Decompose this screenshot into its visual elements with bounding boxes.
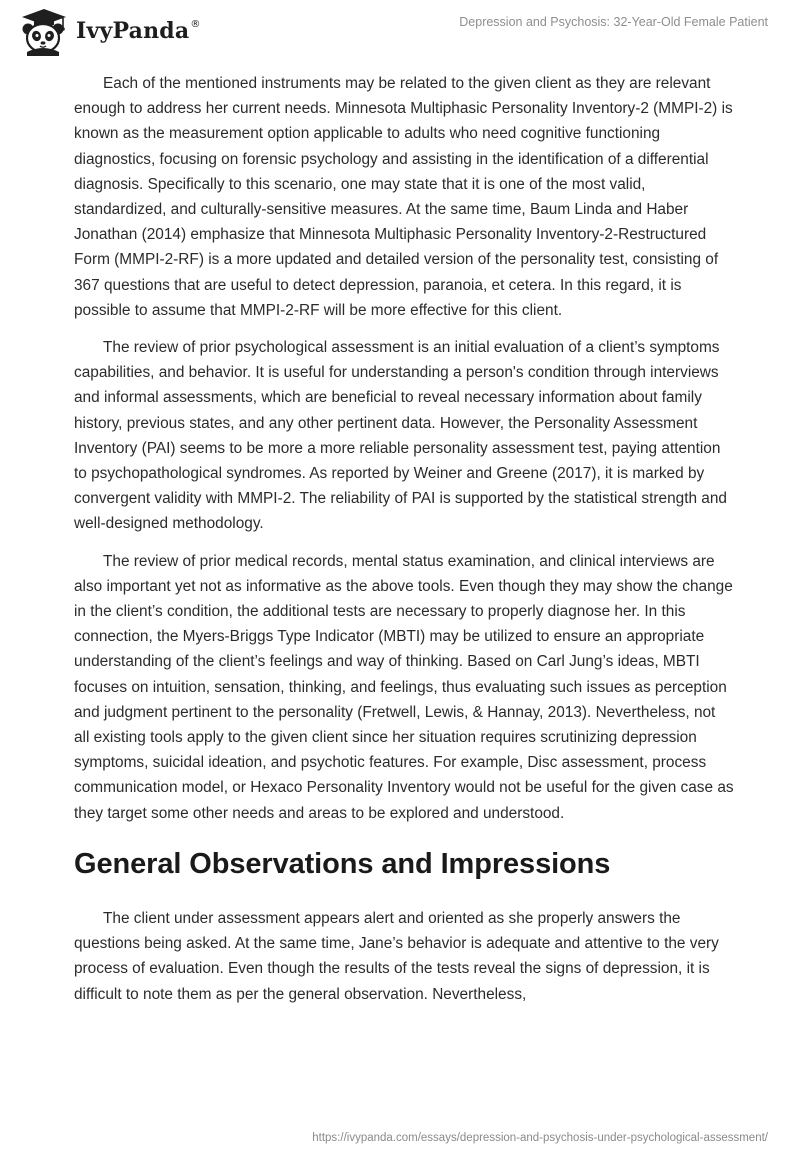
- essay-body: [74, 71, 734, 1019]
- source-url[interactable]: https://ivypanda.com/essays/depression-and-psychosis-under-psychological-assessment/: [312, 1132, 768, 1144]
- body-paragraph: The client under assessment appears alert and oriented as she properly answers the questions being asked. At the same time, Jane’s behavior is adequate and attentive to the very process of evaluation. Even though the results of the tests reveal the signs of depression, it is difficult to note them as per the general observation. Nevertheless,: [74, 909, 719, 1003]
- logo-wordmark: [76, 18, 201, 44]
- body-paragraph: The review of prior psychological assessment is an initial evaluation of a client’s symptoms capabilities, and behavior. It is useful for understanding a person's condition through interviews and informal assessments, which are beneficial to reveal necessary information about family history, previous states, and any other pertinent data. However, the Personality Assessment Inventory (PAI) seems to be more a more reliable personality assessment test, paying attention to psychopathological syndromes. As reported by Weiner and Greene (2017), it is marked by convergent validity with MMPI-2. The reliability of PAI is supported by the statistical strength and well-designed methodology.: [74, 339, 727, 533]
- ivypanda-logo[interactable]: [14, 6, 201, 56]
- section-heading: General Observations and Impressions: [74, 847, 611, 880]
- page-header: [0, 0, 800, 62]
- document-title: Depression and Psychosis: 32-Year-Old Female Patient: [459, 15, 768, 29]
- logo-name: IvyPanda: [76, 18, 190, 44]
- body-paragraph: The review of prior medical records, mental status examination, and clinical interviews are also important yet not as informative as the above tools. Even though they may show the change in the client’s condition, the additional tests are necessary to properly diagnose her. In this connection, the Myers-Briggs Type Indicator (MBTI) may be utilized to ensure an appropriate understanding of the client’s feelings and way of thinking. Based on Carl Jung’s ideas, MBTI focuses on intuition, sensation, thinking, and feelings, thus evaluating such issues as perception and judgment pertinent to the personality (Fretwell, Lewis, & Hannay, 2013). Nevertheless, not all existing tools apply to the given client since her situation requires scrutinizing depression symptoms, suicidal ideation, and psychotic features. For example, Disc assessment, process communication model, or Hexaco Personality Inventory would not be useful for the given case as they target some other needs and areas to be explored and understood.: [74, 552, 734, 822]
- body-paragraph: Each of the mentioned instruments may be related to the given client as they are relevant enough to address her current needs. Minnesota Multiphasic Personality Inventory-2 (MMPI-2) is known as the measurement option applicable to adults who need cognitive functioning diagnostics, focusing on forensic psychology and assisting in the identification of a differential diagnosis. Specifically to this scenario, one may state that it is one of the most valid, standardized, and culturally-sensitive measures. At the same time, Baum Linda and Haber Jonathan (2014) emphasize that Minnesota Multiphasic Personality Inventory-2-Restructured Form (MMPI-2-RF) is a more updated and detailed version of the personality test, consisting of 367 questions that are useful to detect depression, paranoia, et cetera. In this regard, it is possible to assume that MMPI-2-RF will be more effective for this client.: [74, 75, 733, 319]
- panda-graduate-icon: [14, 6, 70, 56]
- registered-mark: ®: [190, 19, 201, 30]
